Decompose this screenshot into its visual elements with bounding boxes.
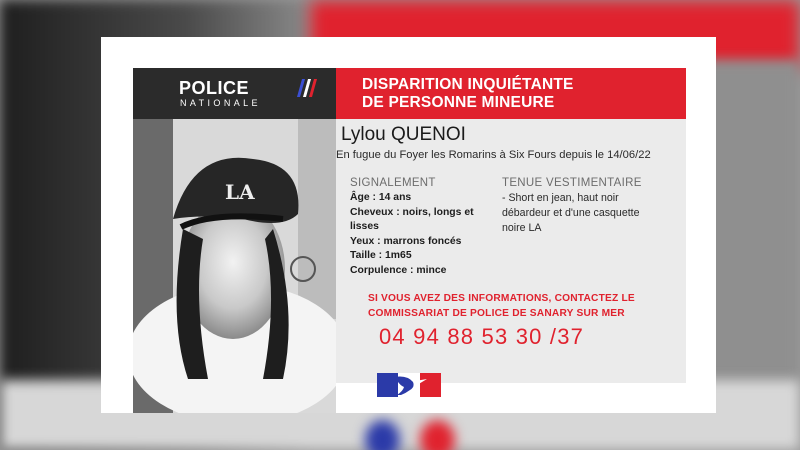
logo-nationale-text: NATIONALE [180,98,261,108]
alert-banner [336,68,686,119]
info-panel [336,119,686,383]
signalement-section [350,177,490,278]
logo-police-text: POLICE [179,78,250,98]
signalement-title: SIGNALEMENT [350,177,436,189]
person-name: Lylou QUENOI [341,124,466,145]
alert-title-line2: DE PERSONNE MINEURE [362,94,555,111]
alert-title-line1: DISPARITION INQUIÉTANTE [362,76,574,93]
contact-line1: SI VOUS AVEZ DES INFORMATIONS, CONTACTEZ LE [368,293,635,304]
signalement-line: lisses [350,221,379,232]
tenue-section [502,177,682,236]
runaway-details: En fugue du Foyer les Romarins à Six Fours depuis le 14/06/22 [336,149,651,161]
contact-phone: 04 94 88 53 30 /37 [379,324,585,349]
tricolor-flag-icon [295,79,317,97]
police-nationale-logo [133,68,336,119]
signalement-line: Taille : 1m65 [350,250,412,261]
signalement-line: Corpulence : mince [350,264,447,276]
marianne-logo-icon [377,373,441,397]
signalement-line: Cheveux : noirs, longs et [350,206,474,218]
signalement-line: Âge : 14 ans [350,192,412,203]
svg-text:LA: LA [225,180,255,204]
contact-line2: COMMISSARIAT DE POLICE DE SANARY SUR MER [368,308,625,319]
tenue-line: - Short en jean, haut noir [502,192,619,204]
person-photo [133,119,336,413]
tenue-title: TENUE VESTIMENTAIRE [502,177,642,189]
signalement-line: Yeux : marrons foncés [350,235,462,247]
contact-instructions [368,291,668,321]
photo-silhouette [133,119,336,413]
tenue-line: débardeur et d'une casquette [502,207,640,219]
tenue-line: noire LA [502,222,542,234]
missing-person-poster [101,37,716,413]
